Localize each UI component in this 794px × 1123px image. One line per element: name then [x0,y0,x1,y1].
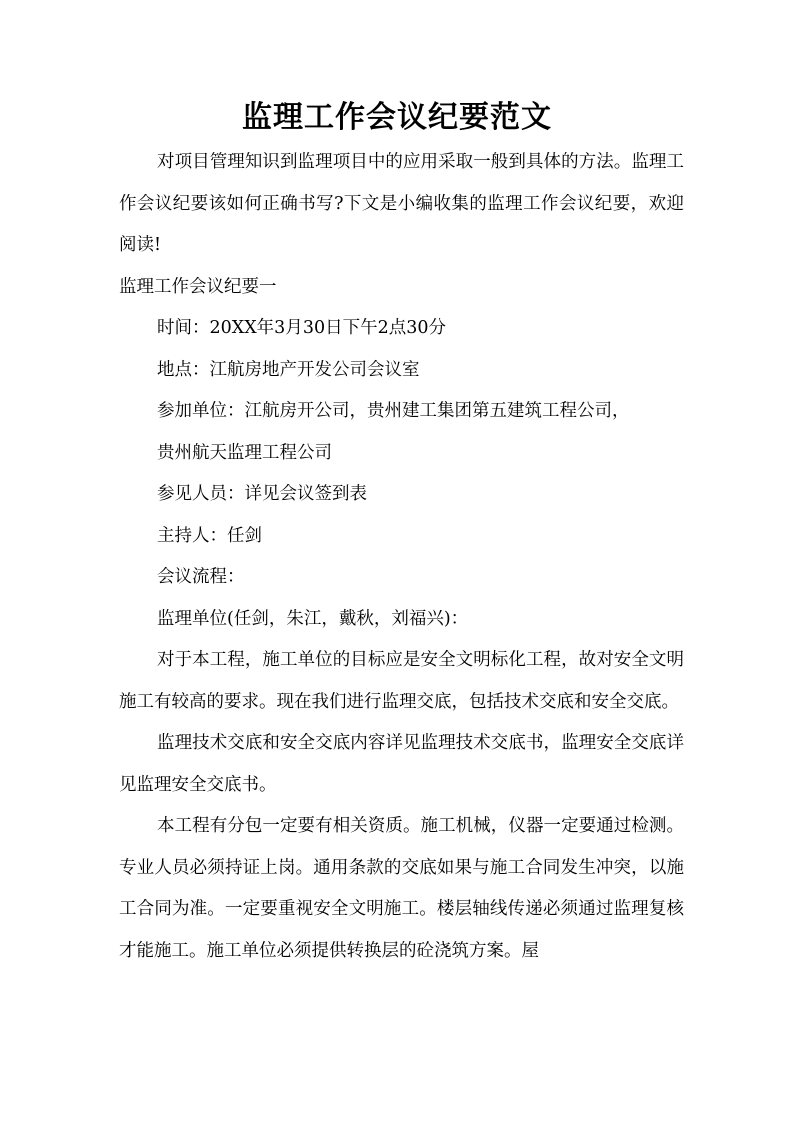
participating-units: 参加单位：江航房开公司，贵州建工集团第五建筑工程公司， [157,401,630,421]
meeting-process: 会议流程： [157,567,245,587]
meeting-location: 地点：江航房地产开发公司会议室 [157,359,420,380]
document-body [119,142,684,972]
document-title: 监理工作会议纪要范文 [242,100,552,135]
host: 主持人：任剑 [157,525,262,546]
section-heading: 监理工作会议纪要一 [119,276,277,297]
paragraph-requirements: 本工程有分包一定要有相关资质。施工机械，仪器一定要通过检测。专业人员必须持证上岗。通用条款的交底如果与施工合同发生冲突，以施工合同为准。一定要重视安全文明施工。楼层轴线传递必须通过监理复核才能施工。施工单位必须提供转换层的砼浇筑方案。屋 [119,816,684,961]
paragraph-safety-goal: 对于本工程，施工单位的目标应是安全文明标化工程，故对安全文明施工有较高的要求。现在我们进行监理交底，包括技术交底和安全交底。 [119,650,684,712]
attendees: 参见人员：详见会议签到表 [157,484,367,504]
paragraph-intro: 对项目管理知识到监理项目中的应用采取一般到具体的方法。监理工作会议纪要该如何正确书写?下文是小编收集的监理工作会议纪要，欢迎阅读! [119,152,684,255]
paragraph-disclosure: 监理技术交底和安全交底内容详见监理技术交底书，监理安全交底详见监理安全交底书。 [119,733,684,795]
meeting-time: 时间：20XX年3月30日下午2点30分 [157,318,446,338]
participating-units-cont: 贵州航天监理工程公司 [157,442,332,463]
supervision-unit: 监理单位(任剑，朱江，戴秋，刘福兴)： [157,608,469,629]
